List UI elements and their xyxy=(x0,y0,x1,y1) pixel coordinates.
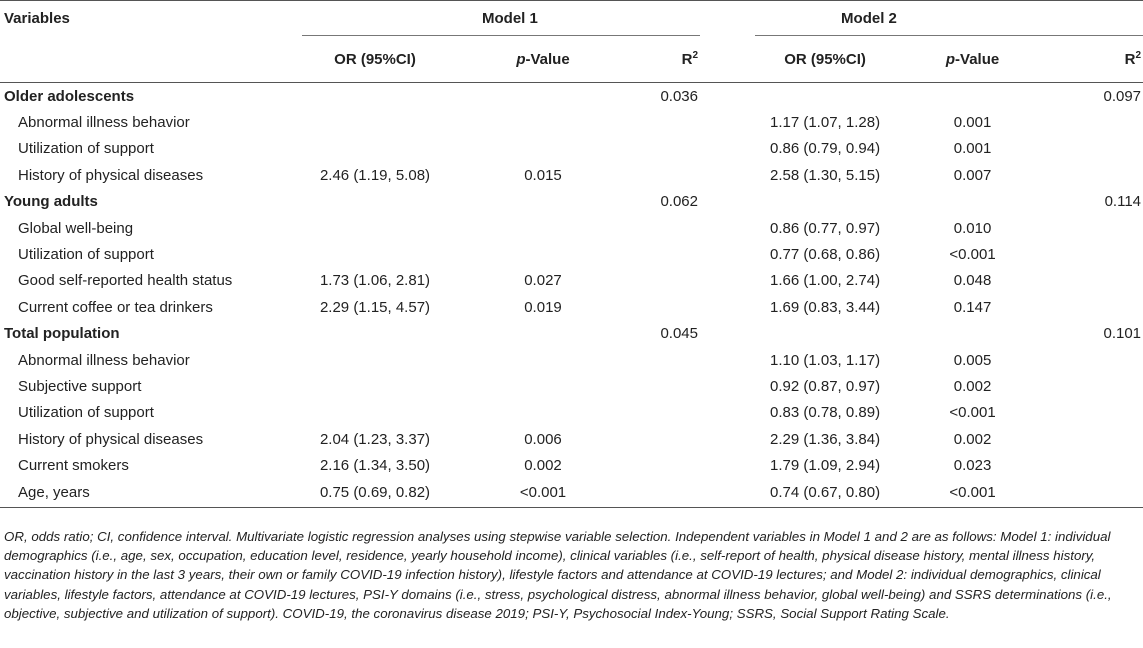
m1-or-value: 0.75 (0.69, 0.82) xyxy=(302,479,448,508)
table-row xyxy=(0,109,1143,135)
m1-p-value: 0.002 xyxy=(524,457,562,475)
m2-or-value: 0.92 (0.87, 0.97) xyxy=(769,377,881,395)
table-footnote: OR, odds ratio; CI, confidence interval. Multivariate logistic regression analyses using stepwise variable selection. Independent variables in Model 1 and 2 are as follows: Model 1: individual demographics (i.e., age, sex, occupation, education level, residence, yearly household income), clinical variables (i.e., self-report of health, physical disease history, mental illness history, vaccination history in the last 3 years, their own or family COVID-19 infection history), lifestyle factors and attendance at COVID-19 lectures; and Model 2: individual demographics, clinical variables, lifestyle factors, attendance at COVID-19 lectures, PSI-Y domains (i.e., stress, psychological distress, abnormal illness behavior, global well-being) and SSRS determinations (i.e., objective, subjective and utilization of support). COVID-19, the coronavirus disease 2019; PSI-Y, Psychosocial Index-Young; SSRS, Social Support Rating Scale. xyxy=(4,529,1112,621)
model1-header: Model 1 xyxy=(302,1,755,36)
m2-or-value: 0.77 (0.68, 0.86) xyxy=(769,246,881,264)
variable-label: Abnormal illness behavior xyxy=(18,114,190,132)
m1-p-value: 0.027 xyxy=(524,272,562,290)
variable-label: Utilization of support xyxy=(18,140,154,158)
m1-p-value: 0.019 xyxy=(524,298,562,316)
m1-or-value xyxy=(302,241,448,267)
m2-p-value: 0.023 xyxy=(953,457,992,475)
variable-label: Current coffee or tea drinkers xyxy=(18,298,213,316)
m2-p-header: p-Value xyxy=(895,36,1050,83)
m2-or-value: 0.86 (0.79, 0.94) xyxy=(769,140,881,158)
variable-label: Utilization of support xyxy=(18,404,154,422)
header-row-1 xyxy=(0,1,1143,36)
m2-p-value: <0.001 xyxy=(949,246,996,264)
table-row xyxy=(0,426,1143,452)
m2-or-value: 0.86 (0.77, 0.97) xyxy=(769,219,881,237)
m2-r2-value: 0.097 xyxy=(1103,87,1142,105)
m1-p-value xyxy=(448,109,638,135)
m1-p-header: p-Value xyxy=(448,36,638,83)
m1-or-value xyxy=(302,400,448,426)
m1-p-value: <0.001 xyxy=(448,479,638,508)
m2-or-value: 0.83 (0.78, 0.89) xyxy=(769,404,881,422)
m2-or-value: 2.29 (1.36, 3.84) xyxy=(769,430,881,448)
table-row xyxy=(0,215,1143,241)
variable-label: Utilization of support xyxy=(18,246,154,264)
m1-or-value xyxy=(302,136,448,162)
table-row xyxy=(0,400,1143,426)
m2-or-value: 0.74 (0.67, 0.80) xyxy=(755,479,895,508)
m1-or-value xyxy=(302,373,448,399)
m1-r2-value: 0.036 xyxy=(660,87,698,105)
m1-r2-header: $R^2$ xyxy=(638,36,700,83)
table-row xyxy=(0,294,1143,320)
m2-p-value: 0.048 xyxy=(953,272,992,290)
m1-p-value xyxy=(448,373,638,399)
header-row-2 xyxy=(0,36,1143,83)
table-row xyxy=(0,241,1143,267)
variable-label: History of physical diseases xyxy=(18,166,204,184)
m1-or-value xyxy=(302,109,448,135)
group-name: Total population xyxy=(4,325,120,343)
variable-label: Age, years xyxy=(0,479,282,508)
variable-label: History of physical diseases xyxy=(18,430,204,448)
m2-or-value: 1.17 (1.07, 1.28) xyxy=(769,114,881,132)
table-row xyxy=(0,479,1143,508)
m2-p-value: <0.001 xyxy=(895,479,1050,508)
table-row xyxy=(0,452,1143,478)
variables-header: Variables xyxy=(0,1,282,36)
m1-p-value: 0.006 xyxy=(524,430,562,448)
m2-p-value: 0.005 xyxy=(953,351,992,369)
m1-p-value: 0.015 xyxy=(524,166,562,184)
m1-or-value: 2.04 (1.23, 3.37) xyxy=(319,430,431,448)
variable-label: Global well-being xyxy=(18,219,134,237)
model2-header: Model 2 xyxy=(755,1,1143,36)
table-row xyxy=(0,136,1143,162)
m1-or-value xyxy=(302,347,448,373)
m1-or-value: 2.46 (1.19, 5.08) xyxy=(319,166,431,184)
m2-or-value: 1.10 (1.03, 1.17) xyxy=(769,351,881,369)
table-row xyxy=(0,373,1143,399)
m1-or-value xyxy=(302,215,448,241)
m2-p-value: 0.010 xyxy=(953,219,992,237)
variable-label: Current smokers xyxy=(18,457,129,475)
m1-p-value xyxy=(448,347,638,373)
table-body xyxy=(0,83,1143,508)
m2-r2-header: $R^2$ xyxy=(1050,36,1143,83)
m2-p-value: 0.002 xyxy=(953,377,992,395)
m2-r2-value: 0.114 xyxy=(1104,193,1142,211)
m1-or-value: 1.73 (1.06, 2.81) xyxy=(319,272,431,290)
m1-or-value: 2.16 (1.34, 3.50) xyxy=(319,457,431,475)
variable-label: Subjective support xyxy=(18,377,142,395)
group-row xyxy=(0,83,1143,110)
m1-r2-value: 0.045 xyxy=(660,325,698,343)
m1-r2-value: 0.062 xyxy=(660,193,698,211)
m2-or-value: 2.58 (1.30, 5.15) xyxy=(769,166,881,184)
m2-p-value: 0.002 xyxy=(953,430,992,448)
variable-label: Abnormal illness behavior xyxy=(18,351,190,369)
m1-p-value xyxy=(448,400,638,426)
m2-or-value: 1.69 (0.83, 3.44) xyxy=(769,298,881,316)
variable-label: Good self-reported health status xyxy=(18,272,233,290)
m2-p-value: 0.001 xyxy=(953,114,992,132)
m2-or-header: OR (95%CI) xyxy=(755,36,895,83)
table-row xyxy=(0,162,1143,188)
group-name: Young adults xyxy=(4,193,98,211)
m1-p-value xyxy=(448,241,638,267)
table-row xyxy=(0,347,1143,373)
table-row xyxy=(0,268,1143,294)
m1-or-header: OR (95%CI) xyxy=(302,36,448,83)
m2-p-value: 0.147 xyxy=(953,298,992,316)
group-row xyxy=(0,189,1143,215)
m1-p-value xyxy=(448,136,638,162)
m2-p-value: 0.001 xyxy=(953,140,992,158)
m2-or-value: 1.79 (1.09, 2.94) xyxy=(769,457,881,475)
m2-p-value: 0.007 xyxy=(953,166,992,184)
m1-or-value: 2.29 (1.15, 4.57) xyxy=(319,298,431,316)
m1-p-value xyxy=(448,215,638,241)
group-row xyxy=(0,321,1143,347)
m2-or-value: 1.66 (1.00, 2.74) xyxy=(769,272,881,290)
m2-r2-value: 0.101 xyxy=(1103,325,1142,343)
m2-p-value: <0.001 xyxy=(949,404,996,422)
group-name: Older adolescents xyxy=(4,87,135,105)
